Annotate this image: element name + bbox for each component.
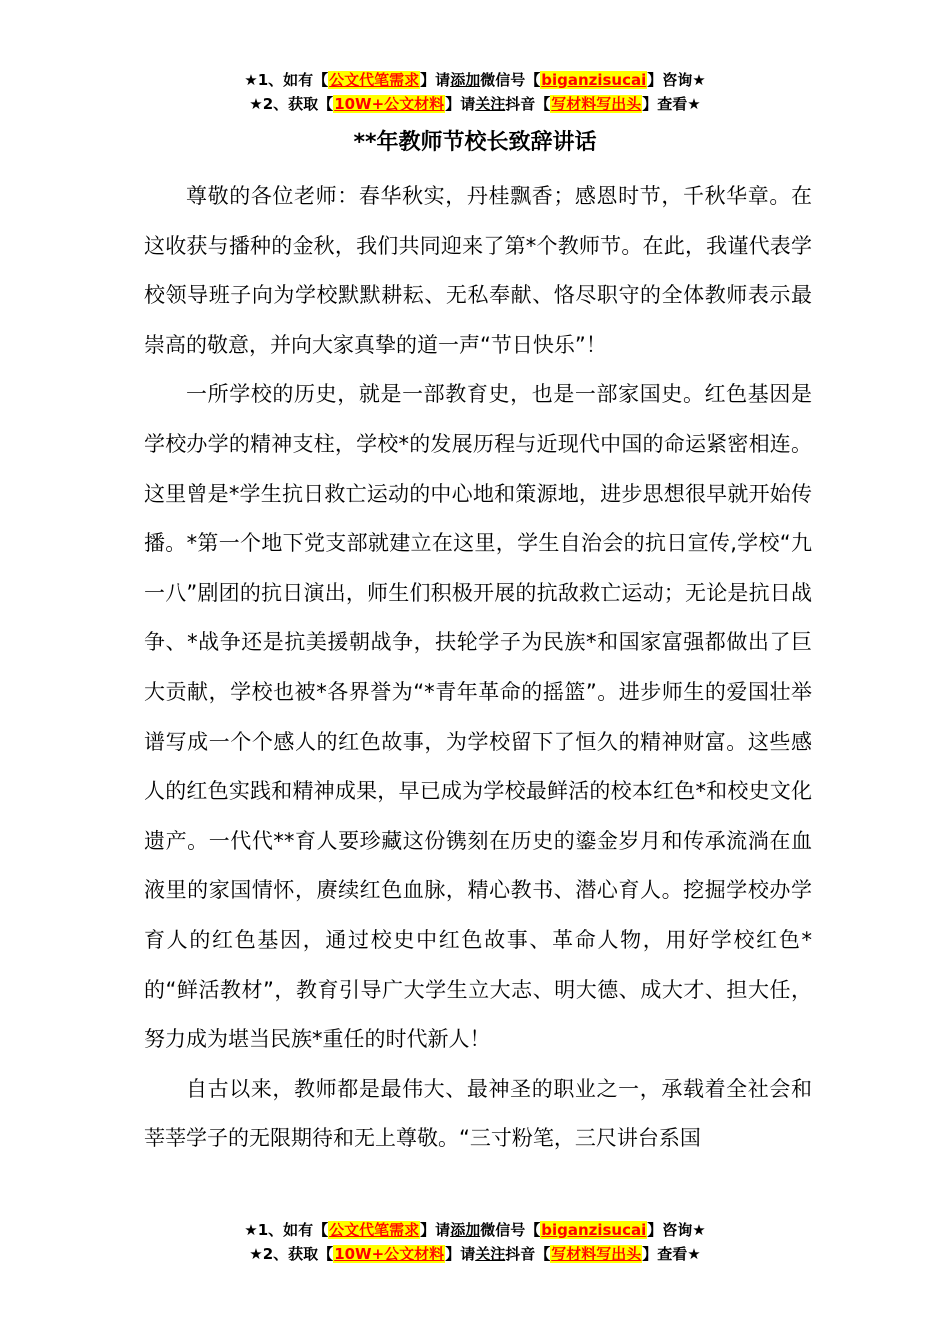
paragraph-teachers: 自古以来，教师都是最伟大、最神圣的职业之一，承载着全社会和莘莘学子的无限期待和无上尊敬。“三寸粉笔，三尺讲台系国 bbox=[144, 1076, 812, 1151]
douyin-account-highlight: 写材料写出头 bbox=[551, 1245, 642, 1263]
paragraph-history: 一所学校的历史，就是一部教育史，也是一部家国史。红色基因是学校办学的精神支柱，学校*的发展历程与近现代中国的命运紧密相连。这里曾是*学生抗日救亡运动的中心地和策源地，进步思想很早就开始传播。*第一个地下党支部就建立在这里，学生自治会的抗日宣传,学校“九一八”剧团的抗日演出，师生们积极开展的抗敌救亡运动；无论是抗日战争、*战争还是抗美援朝战争，扶轮学子为民族*和国家富强都做出了巨大贡献，学校也被*各界誉为“*青年革命的摇篮”。进步师生的爱国壮举谱写成一个个感人的红色故事，为学校留下了恒久的精神财富。这些感人的红色实践和精神成果，早已成为学校最鲜活的校本红色*和校史文化遗产。一代代**育人要珍藏这份镌刻在历史的鎏金岁月和传承流淌在血液里的家国情怀，赓续红色血脉，精心教书、潜心育人。挖掘学校办学育人的红色基因，通过校史中红色故事、革命人物，用好学校红色*的“鲜活教材”，教育引导广大学生立大志、明大德、成大才、担大任，努力成为堪当民族*重任的时代新人！ bbox=[144, 382, 812, 1052]
banner-line-2: ★2、获取【10W+公文材料】请关注抖音【写材料写出头】查看★ bbox=[249, 1245, 701, 1263]
banner-line-1: ★1、如有【公文代笔需求】请添加微信号【biganzisucai】咨询★ bbox=[244, 1221, 706, 1239]
wechat-id-highlight: biganzisucai bbox=[541, 1221, 647, 1239]
header-banner bbox=[0, 68, 950, 116]
paragraph-greeting: 尊敬的各位老师：春华秋实，丹桂飘香；感恩时节，千秋华章。在这收获与播种的金秋，我们共同迎来了第*个教师节。在此，我谨代表学校领导班子向为学校默默耕耘、无私奉献、恪尽职守的全体教师表示最崇高的敬意，并向大家真挚的道一声“节日快乐”！ bbox=[144, 184, 812, 357]
service-highlight: 公文代笔需求 bbox=[329, 1221, 420, 1239]
footer-banner bbox=[0, 1218, 950, 1266]
service-highlight: 公文代笔需求 bbox=[329, 71, 420, 89]
materials-highlight: 10W+公文材料 bbox=[334, 95, 445, 113]
wechat-id-highlight: biganzisucai bbox=[541, 71, 647, 89]
banner-line-1: ★1、如有【公文代笔需求】请添加微信号【biganzisucai】咨询★ bbox=[244, 71, 706, 89]
douyin-account-highlight: 写材料写出头 bbox=[551, 95, 642, 113]
materials-highlight: 10W+公文材料 bbox=[334, 1245, 445, 1263]
document-title: **年教师节校长致辞讲话 bbox=[353, 130, 597, 155]
banner-line-2: ★2、获取【10W+公文材料】请关注抖音【写材料写出头】查看★ bbox=[249, 95, 701, 113]
document-body bbox=[144, 172, 812, 1164]
